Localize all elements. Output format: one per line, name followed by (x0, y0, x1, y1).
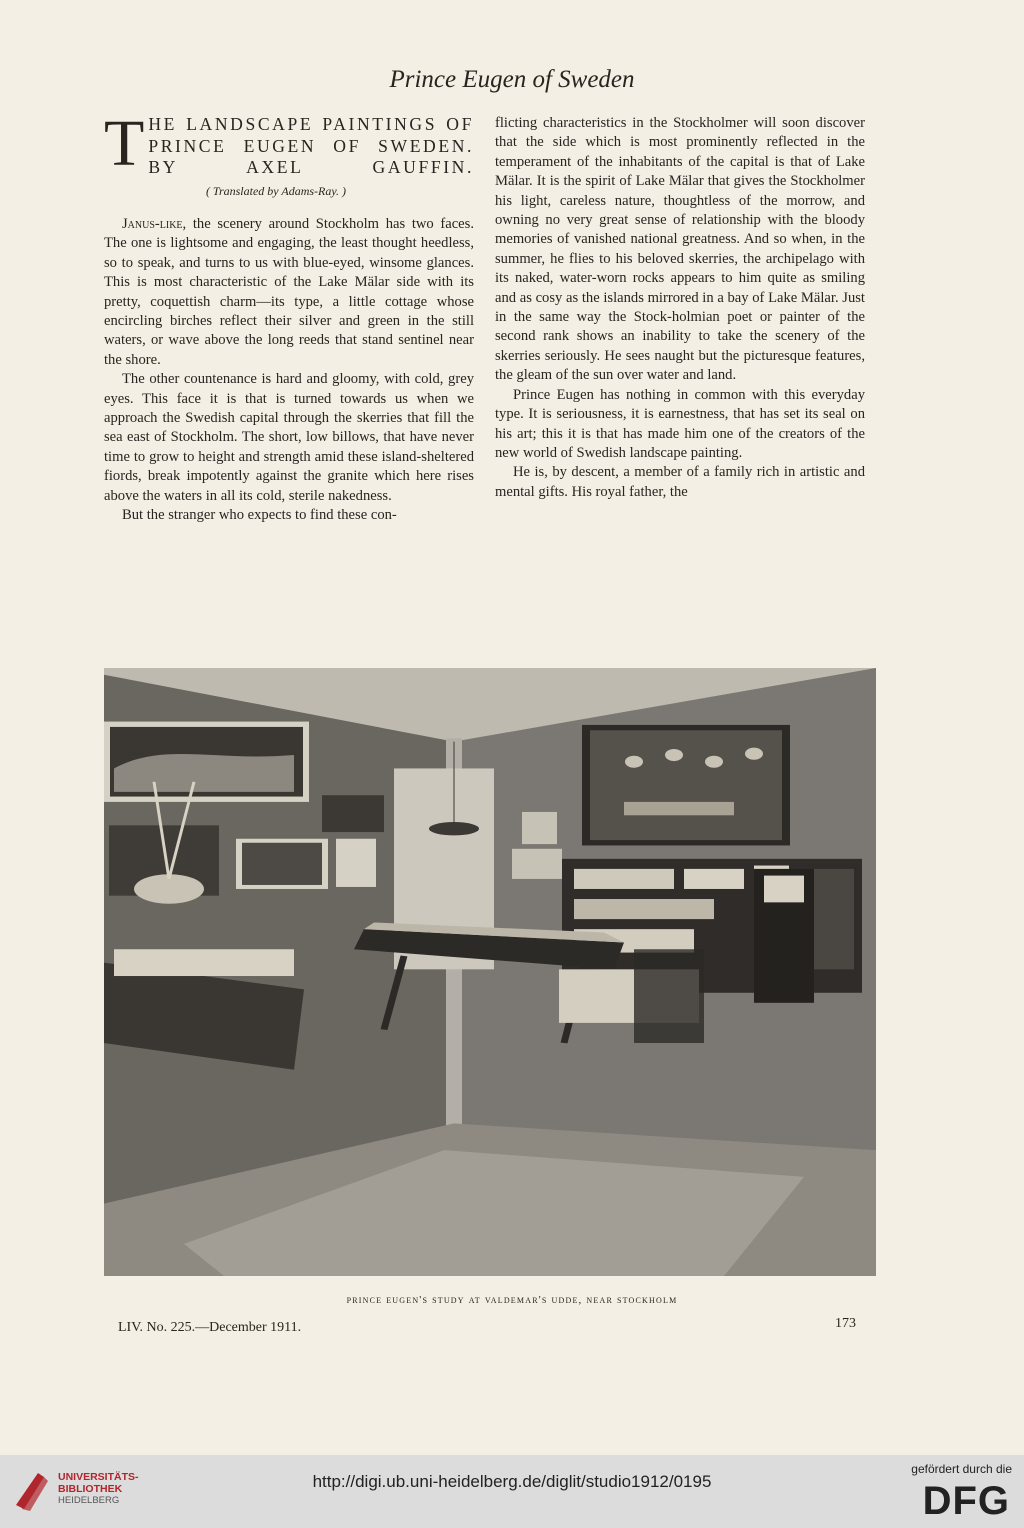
photo-caption: prince eugen's study at valdemar's udde, near stockholm (346, 1294, 678, 1306)
paragraph: flicting characteristics in the Stockholmer will soon discover that the side which is most prominently reflected in the temperament of the inhabitants of the capital is that of Lake Mälar. It is the spirit of Lake Mälar that gives the Stockholmer his light, careless nature, thoughtless of the morrow, and owning no very great sense of relationship with the bloody memories of vanished national greatness. And so when, in the summer, he flies to his beloved skerries, the archipelago with its naked, water-worn rocks appears to him quite as smiling and as cosy as the islands mirrored in a bay of Lake Mälar. Just in the same way the Stock-holmian poet or painter of the second rank shows an inability to take the scenery of the skerries seriously. He sees naught but the picturesque features, the gleam of the sun over water and land. (495, 115, 865, 384)
page-number: 173 (835, 1316, 856, 1331)
drop-cap: T (104, 107, 145, 180)
left-column (104, 107, 474, 525)
permalink-url[interactable]: http://digi.ub.uni-heidelberg.de/diglit/studio1912/0195 (312, 1472, 712, 1491)
funded-by-label: gefördert durch die (911, 1462, 1012, 1476)
running-head: Prince Eugen of Sweden (389, 66, 635, 93)
paragraph (104, 215, 474, 370)
paragraph: He is, by descent, a member of a family rich in artistic and mental gifts. His royal father, the (495, 464, 865, 500)
paragraph: Prince Eugen has nothing in common with this everyday type. It is seriousness, it is earnestness, that has set its seal on his art; this it is that has made him one of the creators of the new world of Swedish landscape painting. (495, 386, 865, 461)
article-title-block (104, 107, 474, 201)
library-line-3: HEIDELBERG (58, 1495, 120, 1506)
issue-footer (118, 1320, 301, 1336)
translator-credit: ( Translated by Adams-Ray. ) (205, 183, 347, 198)
library-line-1: UNIVERSITÄTS- (58, 1471, 139, 1483)
paragraph-lead-word: Janus-like, (122, 215, 187, 232)
library-line-2: BIBLIOTHEK (58, 1482, 123, 1495)
article-title: HE LANDSCAPE PAINTINGS OF PRINCE EUGEN OF SWEDEN. BY AXEL GAUFFIN. (148, 114, 474, 177)
right-column (495, 114, 865, 502)
paragraph: The other countenance is hard and gloomy, with cold, grey eyes. This face it is that is turned towards us when we approach the Swedish capital through the skerries that fill the sea east of Stockholm. The short, low billows, that have never time to grow to height and strength amid these island-sheltered fiords, break impotently against the granite which here rises above the waters in all its cold, sterile nakedness. (104, 371, 474, 504)
issue-volume: LIV. No. 225.—December 1911. (118, 1320, 302, 1335)
paragraph-text: the scenery around Stockholm has two faces. The one is lightsome and engaging, the least thought heedless, so to speak, and turns to us with blue-eyed, winsome glances. This is most characteristic of the Lake Mälar side with its pretty, coquettish charm—its type, a little cottage whose encircling birches reflect their silver and green in the still waters, or wave above the long reeds that stand sentinel near the shore. (104, 215, 474, 368)
dfg-logo: DFG (922, 1479, 1010, 1523)
viewer-bottom-bar (0, 1455, 1024, 1528)
study-photograph-illustration (104, 668, 876, 1276)
paragraph: But the stranger who expects to find these con- (122, 507, 397, 523)
study-photograph (104, 668, 876, 1455)
